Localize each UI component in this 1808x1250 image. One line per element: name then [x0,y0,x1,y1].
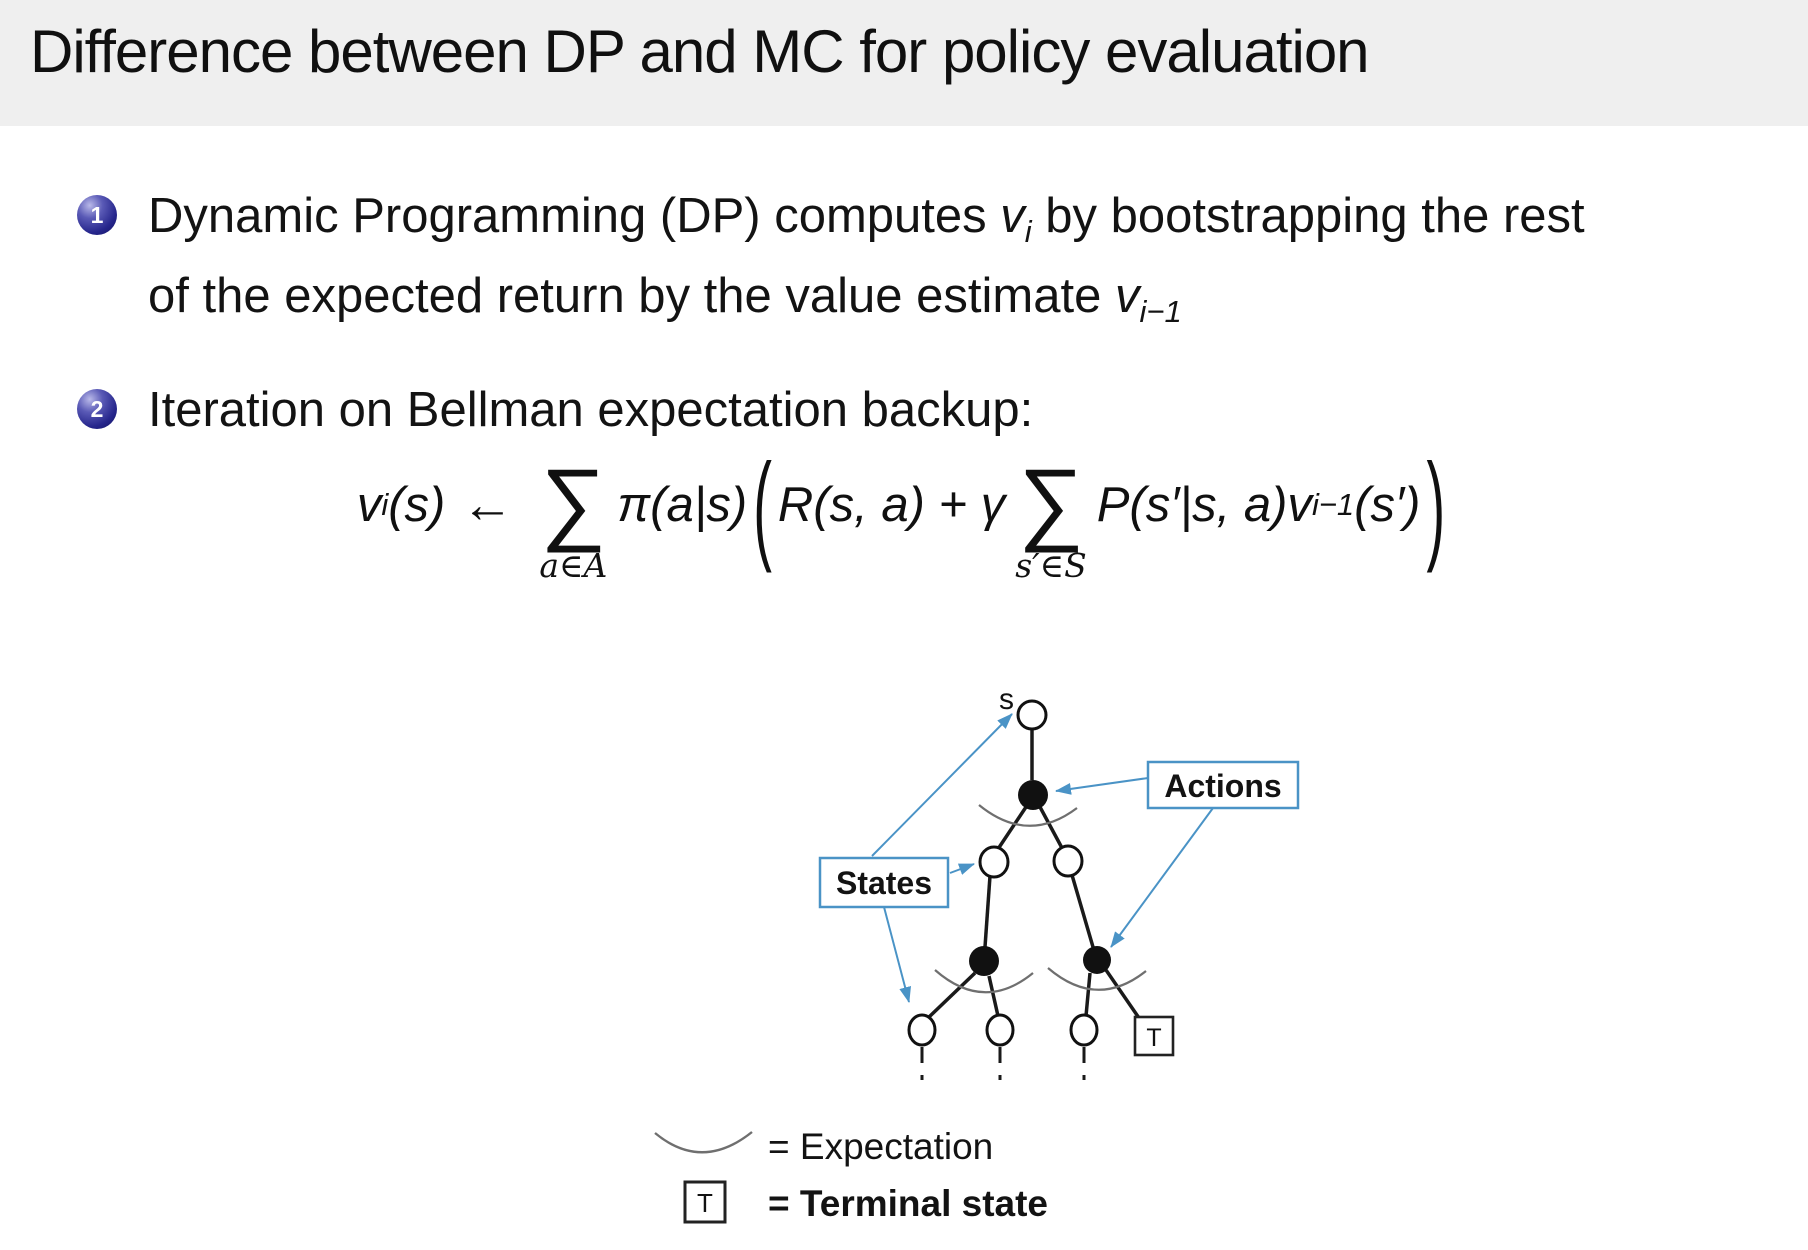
bullet-list [0,126,1808,442]
sum-over-next-states [1015,451,1087,586]
legend-expectation-text: = Expectation [768,1126,994,1167]
action-node [1083,946,1111,974]
sigma-symbol: ∑ [540,451,607,553]
states-arrow-to-root [872,714,1012,856]
bellman-update-equation [0,437,1808,585]
state-node [1071,1015,1097,1045]
actions-arrow-to-top-action [1056,778,1148,791]
policy-term: π(a|s) [617,478,748,532]
root-state-label: s [999,683,1014,716]
legend-terminal-text: = Terminal state [768,1183,1049,1224]
bullet-number-badge-1: 1 [77,195,117,235]
open-paren: ( [753,437,772,573]
bullet-number-badge-2: 2 [77,389,117,429]
transition-term-subscript: i−1 [1311,487,1355,522]
state-node [1054,846,1082,876]
edge-action-to-right-state [1040,807,1062,848]
edge-right-state-to-action [1072,875,1093,947]
edge-action2-to-state [929,973,975,1017]
state-node [909,1015,935,1045]
bullet-text-1 [148,184,1788,344]
states-arrow-to-mid-state [950,864,974,873]
state-node [980,847,1008,877]
bullet-item-1 [77,184,1808,344]
transition-term-args: (s′) [1354,478,1421,532]
close-paren: ) [1426,437,1446,573]
sum-actions-index: a∈A [539,546,608,585]
sum-over-actions [539,451,608,586]
bullet-1-line-2: of the expected return by the value estimate $v_{i-1}$ [148,269,1182,329]
action-node [969,946,999,976]
edge-action-to-left-state [998,807,1026,849]
assignment-arrow: ← [461,476,514,534]
legend-terminal-letter: T [697,1188,713,1218]
reward-term: R(s, a) + γ [777,478,1006,532]
state-node [987,1015,1013,1045]
value-function-args: (s) [388,478,446,532]
bullet-text-2: Iteration on Bellman expectation backup: [148,383,1034,437]
edge-action3-to-terminal [1106,970,1139,1018]
bullet-1-line-1: Dynamic Programming (DP) computes $v_i$ by bootstrapping the rest [148,189,1585,249]
bullet-item-2 [77,378,1808,442]
actions-label: Actions [1164,768,1282,804]
states-label: States [835,865,933,901]
terminal-state-letter: T [1146,1024,1162,1052]
sigma-symbol: ∑ [1018,451,1084,553]
sum-states-index: s′∈S [1015,546,1087,585]
value-function-symbol: v [356,478,382,532]
slide-title: Difference between DP and MC for policy evaluation [30,18,1369,85]
slide-title-bar [0,0,1808,126]
actions-arrow-to-lower-action [1111,808,1213,947]
transition-term: P(s′|s, a)v [1096,478,1312,532]
edge-left-state-to-action [985,876,990,947]
slide-body [0,126,1808,442]
edge-action3-to-state [1086,973,1090,1016]
value-function-subscript: i [381,487,389,522]
root-state-node [1018,701,1046,729]
legend-expectation-arc [655,1132,752,1152]
states-arrow-to-bottom-state [884,907,909,1002]
backup-diagram [650,660,1350,1240]
action-node [1018,780,1048,810]
edge-action2-to-state [989,976,998,1016]
